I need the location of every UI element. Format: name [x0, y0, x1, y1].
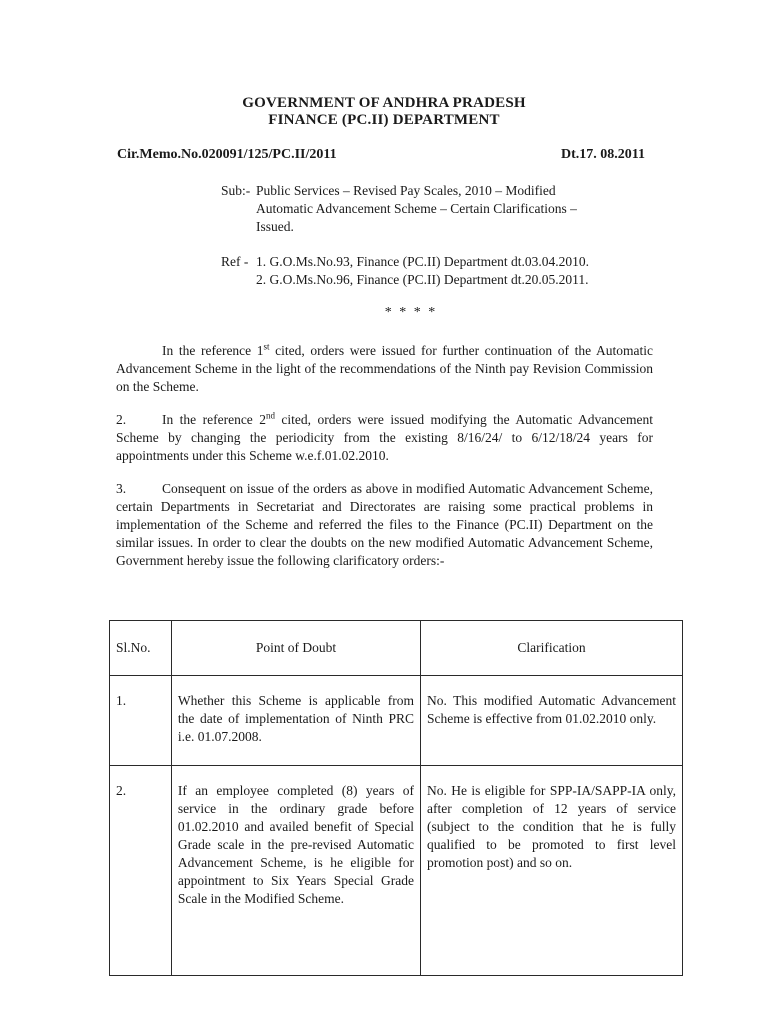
subject-line-3: Issued. — [256, 219, 294, 234]
table-row — [110, 766, 683, 976]
clarifications-table — [109, 620, 683, 976]
subject-line-2: Automatic Advancement Scheme – Certain Clarifications – — [256, 201, 577, 216]
reference-item-1: 1. G.O.Ms.No.93, Finance (PC.II) Department dt.03.04.2010. — [256, 254, 589, 269]
row-point-of-doubt: Whether this Scheme is applicable from the date of implementation of Ninth PRC i.e. 01.07.2008. — [171, 676, 420, 766]
reference-item-2: 2. G.O.Ms.No.96, Finance (PC.II) Department dt.20.05.2011. — [256, 272, 589, 287]
memo-number: Cir.Memo.No.020091/125/PC.II/2011 — [117, 147, 337, 162]
paragraph-1-superscript: st — [263, 341, 270, 352]
paragraph-2-rest: cited, orders were issued modifying the Automatic Advancement Scheme by changing the periodicity from the existing 8/16/24/ to 6/12/18/24 years for appointments under this Scheme w.e.f.01.02.2010. — [116, 412, 654, 463]
paragraph-1 — [116, 342, 653, 396]
government-heading: GOVERNMENT OF ANDHRA PRADESH — [242, 95, 526, 111]
paragraph-2-number: 2. — [116, 412, 127, 427]
subject-lead: Sub:- — [221, 183, 251, 198]
paragraph-1-rest: cited, orders were issued for further continuation of the Automatic Advancement Scheme in the light of the recommendations of the Ninth pay Revision Commission on the Scheme. — [116, 343, 654, 394]
memo-date: Dt.17. 08.2011 — [561, 147, 645, 162]
paragraph-3 — [116, 480, 653, 570]
department-heading: FINANCE (PC.II) DEPARTMENT — [268, 112, 500, 128]
separator-stars: * * * * — [384, 305, 438, 320]
memo-line — [117, 147, 645, 163]
row-sl-no: 2. — [110, 766, 172, 976]
header-point-of-doubt: Point of Doubt — [171, 621, 420, 676]
paragraph-1-start: In the reference 1 — [162, 343, 264, 358]
table-header-row — [110, 621, 683, 676]
paragraph-3-number: 3. — [116, 481, 127, 496]
header-clarification: Clarification — [421, 621, 683, 676]
reference-block — [221, 253, 651, 289]
subject-block — [221, 182, 651, 236]
paragraph-2-superscript: nd — [266, 410, 275, 421]
reference-lead: Ref - — [221, 254, 249, 269]
paragraph-2-start: In the reference 2 — [162, 412, 266, 427]
row-sl-no: 1. — [110, 676, 172, 766]
paragraph-2 — [116, 411, 653, 465]
row-clarification: No. This modified Automatic Advancement Scheme is effective from 01.02.2010 only. — [421, 676, 683, 766]
row-clarification: No. He is eligible for SPP-IA/SAPP-IA only, after completion of 12 years of service (subject to the condition that he is fully qualified to be promoted to first level promotion post) and so on. — [421, 766, 683, 976]
table-row — [110, 676, 683, 766]
header-sl-no: Sl.No. — [110, 621, 172, 676]
paragraph-3-text: Consequent on issue of the orders as above in modified Automatic Advancement Scheme, certain Departments in Secretariat and Directorates are raising some practical problems in implementation of the Scheme and referred the files to the Finance (PC.II) Department on the similar issues. In order to clear the doubts on the new modified Automatic Advancement Scheme, Government hereby issue the following clarificatory orders:- — [116, 481, 653, 568]
subject-line-1: Public Services – Revised Pay Scales, 2010 – Modified — [256, 183, 556, 198]
row-point-of-doubt: If an employee completed (8) years of service in the ordinary grade before 01.02.2010 and availed benefit of Special Grade scale in the pre-revised Automatic Advancement Scheme, is he eligible for appointment to Six Years Special Grade Scale in the Modified Scheme. — [171, 766, 420, 976]
